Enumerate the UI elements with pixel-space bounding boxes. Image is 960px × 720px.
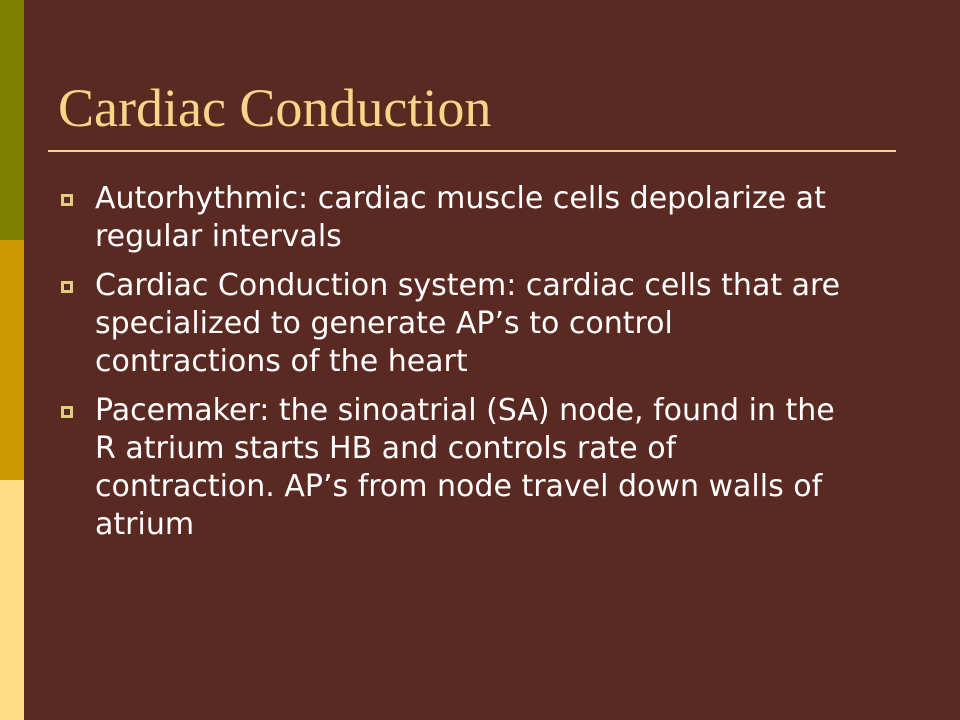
bullet-text: Cardiac Conduction system: cardiac cells that are specialized to generate AP’s to control contractions of the heart — [95, 268, 841, 379]
bullet-text: Autorhythmic: cardiac muscle cells depolarize at regular intervals — [95, 181, 826, 254]
hollow-square-bullet-icon — [61, 406, 73, 418]
bullet-text: Pacemaker: the sinoatrial (SA) node, found in the R atrium starts HB and controls rate of contraction. AP’s from node travel down walls of atrium — [95, 393, 835, 542]
hollow-square-bullet-icon — [61, 194, 73, 206]
bullet-item-pacemaker — [0, 392, 855, 544]
slide-title: Cardiac Conduction — [58, 78, 492, 138]
bullet-item-conduction-system — [0, 267, 855, 381]
title-underline-rule — [48, 150, 896, 152]
hollow-square-bullet-icon — [61, 281, 73, 293]
bullet-list — [0, 180, 855, 555]
bullet-item-autorhythmic — [0, 180, 855, 256]
